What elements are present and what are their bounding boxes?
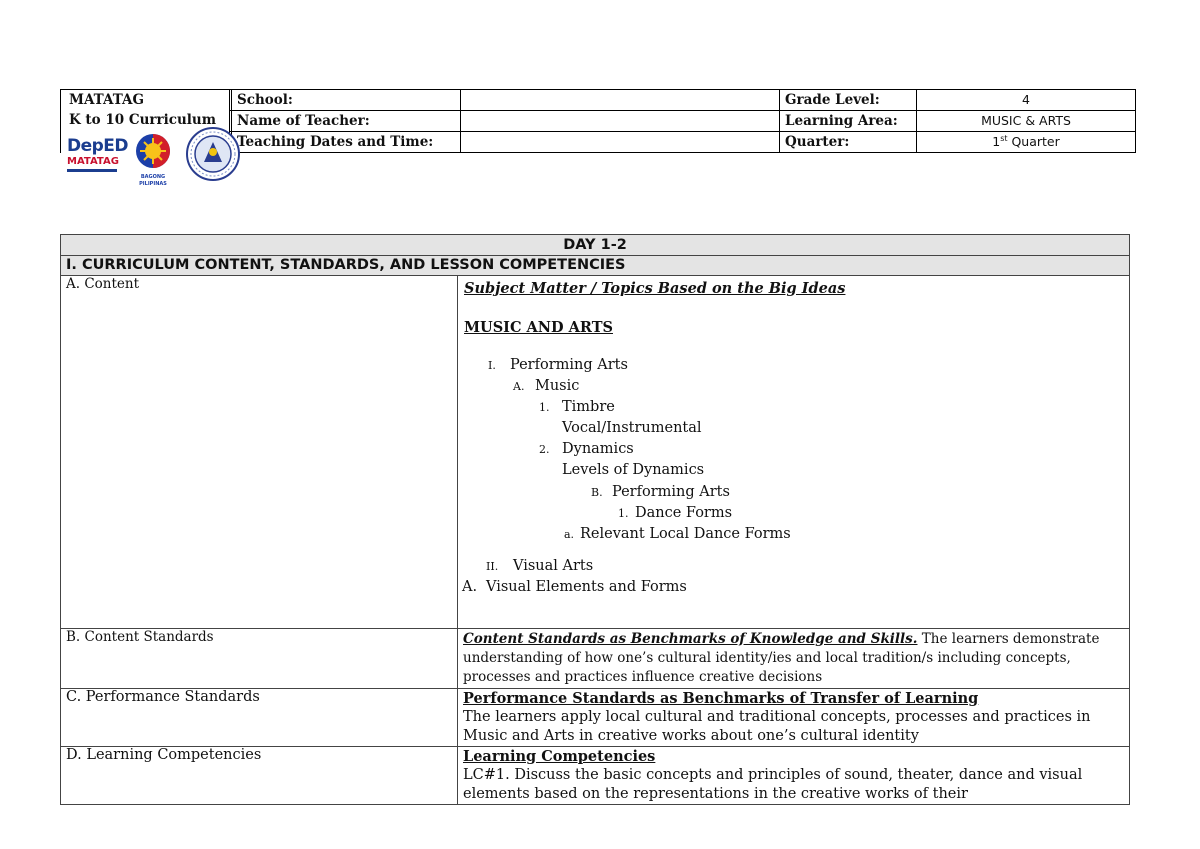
sun-flag-icon xyxy=(127,132,179,170)
list-item: 1. Dance Forms xyxy=(618,505,733,521)
grade-level-value[interactable]: 4 xyxy=(917,90,1136,111)
curriculum-table xyxy=(60,234,1130,805)
learning-competencies-heading: Learning Competencies xyxy=(463,748,656,765)
performance-standards-row xyxy=(61,689,1130,747)
learning-area-value[interactable]: MUSIC & ARTS xyxy=(917,111,1136,132)
list-item: Levels of Dynamics xyxy=(562,462,705,478)
performance-standards-heading: Performance Standards as Benchmarks of Transfer of Learning xyxy=(463,690,979,707)
brand-line1: MATATAG xyxy=(69,92,145,108)
brand-logo-block xyxy=(61,90,229,186)
content-standards-row xyxy=(61,629,1130,689)
performance-standards-cell xyxy=(458,689,1130,747)
content-standards-text: The learners demonstrate understanding of how one’s cultural identity/ies and local tradition/s including concepts, processes and practices influence creative decisions xyxy=(463,631,1100,685)
list-item: I. Performing Arts xyxy=(488,357,628,373)
brand-line2: K to 10 Curriculum xyxy=(69,112,217,128)
quarter-label: Quarter: xyxy=(780,132,917,153)
dates-label: Teaching Dates and Time: xyxy=(232,132,461,153)
deped-seal-logo xyxy=(185,126,241,182)
school-value[interactable] xyxy=(461,90,780,111)
list-item: II. Visual Arts xyxy=(486,558,594,574)
list-item: 2. Dynamics xyxy=(539,441,634,457)
list-item: B. Performing Arts xyxy=(591,484,730,500)
content-row xyxy=(61,276,1130,629)
subject-matter-heading: Subject Matter / Topics Based on the Big Ideas xyxy=(464,280,846,297)
learning-area-label: Learning Area: xyxy=(780,111,917,132)
quarter-word: Quarter xyxy=(1007,134,1060,149)
teacher-value[interactable] xyxy=(461,111,780,132)
list-item: Vocal/Instrumental xyxy=(562,420,702,436)
content-standards-cell xyxy=(458,629,1130,689)
content-standards-label: B. Content Standards xyxy=(61,629,458,689)
learning-competencies-text: LC#1. Discuss the basic concepts and principles of sound, theater, dance and visual elements based on the representations in the creative works of their xyxy=(463,767,1083,802)
deped-logo xyxy=(67,136,129,176)
section-title: I. CURRICULUM CONTENT, STANDARDS, AND LESSON COMPETENCIES xyxy=(61,256,1130,276)
content-cell xyxy=(458,276,1130,629)
quarter-number: 1 xyxy=(992,134,1001,149)
dates-value[interactable] xyxy=(461,132,780,153)
list-item: A. Music xyxy=(513,378,580,394)
list-item: a. Relevant Local Dance Forms xyxy=(564,526,791,542)
day-heading: DAY 1-2 xyxy=(61,235,1130,256)
school-label: School: xyxy=(232,90,461,111)
list-item: 1. Timbre xyxy=(539,399,615,415)
content-label: A. Content xyxy=(61,276,458,629)
bagong-pilipinas-logo xyxy=(127,132,179,187)
learning-competencies-cell xyxy=(458,747,1130,805)
quarter-value[interactable] xyxy=(917,132,1136,153)
music-arts-heading: MUSIC AND ARTS xyxy=(464,319,613,336)
performance-standards-text: The learners apply local cultural and traditional concepts, processes and practices in Music and Arts in creative works about one’s cultural identity xyxy=(463,709,1091,744)
matatag-logo-text: MATATAG xyxy=(67,156,119,167)
learning-competencies-row xyxy=(61,747,1130,805)
learning-competencies-label: D. Learning Competencies xyxy=(61,747,458,805)
deped-seal-icon xyxy=(185,126,241,182)
bagong-pilipinas-text: BAGONG PILIPINAS xyxy=(139,174,167,187)
list-item: A. Visual Elements and Forms xyxy=(462,579,687,595)
content-standards-heading: Content Standards as Benchmarks of Knowledge and Skills. xyxy=(463,631,918,647)
quarter-suffix: st xyxy=(1000,133,1008,143)
deped-logo-text: DepED xyxy=(67,136,129,156)
teacher-label: Name of Teacher: xyxy=(232,111,461,132)
grade-level-label: Grade Level: xyxy=(780,90,917,111)
performance-standards-label: C. Performance Standards xyxy=(61,689,458,747)
